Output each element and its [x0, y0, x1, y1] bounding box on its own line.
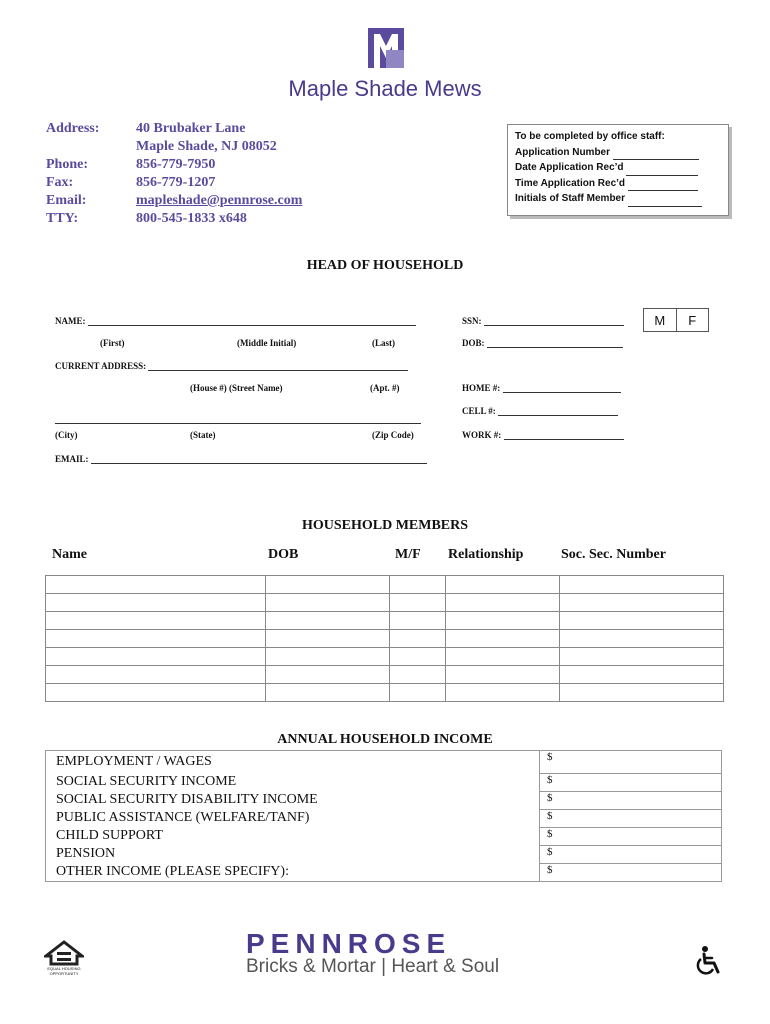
gender-box[interactable] — [643, 308, 709, 332]
pennrose-logo-text: PENNROSE — [246, 928, 452, 959]
annual-income-title: ANNUAL HOUSEHOLD INCOME — [277, 732, 493, 747]
member-dob-cell[interactable] — [265, 684, 390, 702]
member-mf-cell[interactable] — [390, 576, 446, 594]
member-name-cell[interactable] — [46, 648, 266, 666]
income-label: SOCIAL SECURITY DISABILITY INCOME — [46, 791, 540, 809]
email-link[interactable]: mapleshade@pennrose.com — [136, 193, 303, 208]
name-field[interactable] — [88, 325, 416, 326]
member-relationship-cell[interactable] — [446, 630, 560, 648]
work-phone-field[interactable] — [504, 439, 624, 440]
ssn-label: SSN: — [462, 316, 482, 326]
member-dob-cell[interactable] — [265, 594, 390, 612]
member-ssn-cell[interactable] — [560, 648, 724, 666]
member-dob-cell[interactable] — [265, 666, 390, 684]
fax-label: Fax: — [46, 175, 74, 190]
table-row — [46, 863, 722, 881]
last-caption: (Last) — [372, 338, 395, 348]
head-of-household-title: HEAD OF HOUSEHOLD — [306, 258, 464, 273]
income-amount-cell[interactable]: $ — [540, 809, 722, 827]
staff-initials-label: Initials of Staff Member — [515, 193, 626, 204]
member-name-cell[interactable] — [46, 684, 266, 702]
city-caption: (City) — [55, 430, 78, 440]
building-m-logo-icon — [368, 28, 404, 68]
income-amount-cell[interactable]: $ — [540, 863, 722, 881]
member-ssn-cell[interactable] — [560, 666, 724, 684]
table-row — [46, 809, 722, 827]
tty-label: TTY: — [46, 211, 79, 226]
equal-housing-text: EQUAL HOUSING OPPORTUNITY — [47, 966, 81, 976]
member-mf-cell[interactable] — [390, 666, 446, 684]
time-received-label: Time Application Rec’d — [515, 177, 626, 189]
state-caption: (State) — [190, 430, 216, 440]
zip-caption: (Zip Code) — [372, 430, 414, 440]
member-dob-cell[interactable] — [265, 648, 390, 666]
annual-income-table — [45, 750, 722, 882]
member-relationship-cell[interactable] — [446, 576, 560, 594]
middle-initial-caption: (Middle Initial) — [237, 338, 297, 348]
phone-label: Phone: — [46, 157, 88, 172]
member-relationship-cell[interactable] — [446, 612, 560, 630]
member-ssn-cell[interactable] — [560, 612, 724, 630]
home-phone-field[interactable] — [503, 392, 621, 393]
first-caption: (First) — [100, 338, 125, 348]
household-members-table — [45, 575, 724, 702]
member-ssn-cell[interactable] — [560, 630, 724, 648]
member-dob-cell[interactable] — [265, 630, 390, 648]
member-name-cell[interactable] — [46, 576, 266, 594]
member-dob-cell[interactable] — [265, 576, 390, 594]
member-name-cell[interactable] — [46, 612, 266, 630]
table-row — [46, 827, 722, 845]
head-email-label: EMAIL: — [55, 454, 89, 464]
pennrose-tagline: Bricks & Mortar | Heart & Soul — [246, 956, 500, 977]
member-name-cell[interactable] — [46, 630, 266, 648]
members-header-name: Name — [52, 547, 87, 562]
current-address-field[interactable] — [148, 370, 408, 371]
income-label: OTHER INCOME (PLEASE SPECIFY): — [46, 863, 540, 881]
member-relationship-cell[interactable] — [446, 648, 560, 666]
email-label: Email: — [46, 193, 87, 208]
head-email-field[interactable] — [91, 463, 427, 464]
member-mf-cell[interactable] — [390, 594, 446, 612]
wheelchair-icon — [692, 945, 724, 977]
table-row — [46, 648, 724, 666]
member-mf-cell[interactable] — [390, 684, 446, 702]
table-row — [46, 666, 724, 684]
member-relationship-cell[interactable] — [446, 684, 560, 702]
member-mf-cell[interactable] — [390, 630, 446, 648]
members-header-ssn: Soc. Sec. Number — [561, 547, 666, 562]
apt-caption: (Apt. #) — [370, 383, 400, 393]
address-line1: 40 Brubaker Lane — [136, 121, 246, 136]
tty-value: 800-545-1833 x648 — [136, 211, 247, 226]
address-label: Address: — [46, 121, 100, 136]
address-line2: Maple Shade, NJ 08052 — [136, 139, 277, 154]
income-label: CHILD SUPPORT — [46, 827, 540, 845]
name-label: NAME: — [55, 316, 86, 326]
income-amount-cell[interactable]: $ — [540, 845, 722, 863]
date-received-label: Date Application Rec’d — [515, 162, 624, 173]
gender-male[interactable]: M — [644, 309, 677, 331]
members-header-mf: M/F — [395, 547, 421, 562]
gender-female[interactable]: F — [688, 312, 697, 328]
table-row — [46, 630, 724, 648]
table-row — [46, 773, 722, 791]
members-header-dob: DOB — [268, 547, 299, 562]
income-label: EMPLOYMENT / WAGES — [46, 751, 540, 774]
table-row — [46, 612, 724, 630]
dob-label: DOB: — [462, 338, 485, 348]
household-members-title: HOUSEHOLD MEMBERS — [301, 518, 469, 533]
income-label: PUBLIC ASSISTANCE (WELFARE/TANF) — [46, 809, 540, 827]
member-ssn-cell[interactable] — [560, 576, 724, 594]
table-row — [46, 594, 724, 612]
office-staff-box — [507, 124, 729, 216]
member-dob-cell[interactable] — [265, 612, 390, 630]
table-row — [46, 791, 722, 809]
brand-name: Maple Shade Mews — [288, 76, 482, 101]
home-phone-label: HOME #: — [462, 383, 501, 393]
office-title: To be completed by office staff: — [515, 131, 665, 142]
income-label: SOCIAL SECURITY INCOME — [46, 773, 540, 791]
members-header-relationship: Relationship — [448, 547, 524, 562]
table-row — [46, 751, 722, 774]
house-street-caption: (House #) (Street Name) — [190, 383, 283, 393]
dob-field[interactable] — [487, 347, 623, 348]
table-row — [46, 684, 724, 702]
member-name-cell[interactable] — [46, 666, 266, 684]
application-number-label: Application Number — [515, 146, 611, 158]
member-mf-cell[interactable] — [390, 648, 446, 666]
cell-phone-field[interactable] — [498, 415, 618, 416]
table-row — [46, 576, 724, 594]
member-ssn-cell[interactable] — [560, 594, 724, 612]
member-relationship-cell[interactable] — [446, 594, 560, 612]
current-address-label: CURRENT ADDRESS: — [55, 361, 147, 371]
phone-value: 856-779-7950 — [136, 157, 216, 172]
member-ssn-cell[interactable] — [560, 684, 724, 702]
ssn-field[interactable] — [484, 325, 624, 326]
table-row — [46, 845, 722, 863]
income-amount-cell[interactable]: $ — [540, 791, 722, 809]
staff-initials-field[interactable] — [628, 206, 702, 207]
work-phone-label: WORK #: — [462, 430, 502, 440]
member-relationship-cell[interactable] — [446, 666, 560, 684]
cell-phone-label: CELL #: — [462, 406, 496, 416]
income-label: PENSION — [46, 845, 540, 863]
income-amount-cell[interactable]: $ — [540, 773, 722, 791]
member-name-cell[interactable] — [46, 594, 266, 612]
income-amount-cell[interactable]: $ — [540, 751, 722, 774]
fax-value: 856-779-1207 — [136, 175, 216, 190]
city-state-zip-field[interactable] — [55, 423, 421, 424]
income-amount-cell[interactable]: $ — [540, 827, 722, 845]
member-mf-cell[interactable] — [390, 612, 446, 630]
